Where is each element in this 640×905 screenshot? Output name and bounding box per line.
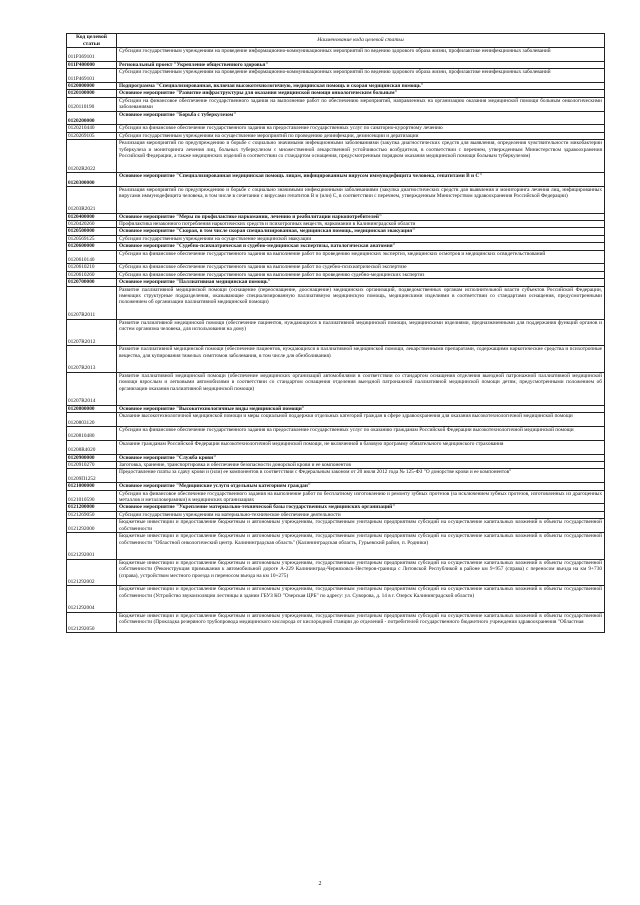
row-name: Субсидии государственным учреждениям на проведение информационно-коммуникационных мероприятий по ведению здорового образа жизни, профилактике неинфекционных заболеваний: [117, 69, 605, 83]
table-row: [67, 483, 605, 490]
row-code: 0120210440: [67, 125, 117, 132]
row-name: Реализация мероприятий по предупреждению и борьбе с социально значимыми инфекционными заболеваниями (закупка диагностических средств для выявления, определения чувствительности микобактерии туберкулеза и мониторинга лечения лиц, больных туберкулезом с множественной лекарственной устойчивостью возбудителя, в соответствии с перечнем, утвержденным Министерством здравоохранения Российской Федерации, а также медицинских изделий в соответствии со стандартом оснащения, предусмотренным порядком оказания медицинской помощи больным туберкулезом): [117, 140, 605, 173]
row-code: 0121292002: [67, 559, 117, 586]
table-row: [67, 250, 605, 264]
row-code: 01208R4020: [67, 440, 117, 454]
table-row: [67, 48, 605, 62]
row-name: Оказание гражданам Российской Федерации высокотехнологичной медицинской помощи, не включенной в базовую программу обязательного медицинского страхования: [117, 440, 605, 454]
row-name: Субсидии на финансовое обеспечение государственного задания на выполнение работ по судебно-психиатрической экспертизе: [117, 264, 605, 271]
row-name: Субсидии государственным учреждениям на материально-техническое обеспечение деятельности: [117, 511, 605, 518]
table-row: [67, 90, 605, 97]
row-name: Основное мероприятие "Борьба с туберкулезом": [117, 111, 605, 125]
table-row: [67, 469, 605, 483]
row-name: Основное мероприятие "Медицинские услуги отдельным категориям граждан": [117, 483, 605, 490]
target-articles-table: [66, 33, 605, 633]
page-number: 2: [318, 881, 322, 887]
row-name: Основное мероприятие "Скорая, в том числе скорая специализированная, медицинская помощь, медицинская эвакуация": [117, 228, 605, 235]
table-row: [67, 319, 605, 346]
table-row: [67, 462, 605, 469]
table-row: [67, 612, 605, 632]
row-code: 0120269105: [67, 132, 117, 139]
table-row: [67, 132, 605, 139]
row-code: 0120600000: [67, 243, 117, 250]
table-row: [67, 279, 605, 286]
row-name: Региональный проект "Укрепление общественного здоровья": [117, 61, 605, 68]
row-name: Бюджетные инвестиции и предоставление бюджетным и автономным учреждениям, государственным унитарным предприятиям субсидий на осуществление капитальных вложений в объекты государственной собственности: [117, 519, 605, 533]
table-row: [67, 405, 605, 412]
row-code: 011P469101: [67, 69, 117, 83]
document-page: [66, 33, 604, 633]
row-name: Субсидии государственным учреждениям на проведение информационно-коммуникационных мероприятий по ведению здорового образа жизни, профилактике неинфекционных заболеваний: [117, 48, 605, 62]
row-code: 0120300000: [67, 173, 117, 187]
row-name: Бюджетные инвестиции и предоставление бюджетным и автономным учреждениям, государственным унитарным предприятиям субсидий на осуществление капитальных вложений в объекты государственной собственности "Областной онкологический центр. Калининградская область" (Калининградская область, Гурьевский район, п. Родники): [117, 533, 605, 560]
row-code: 0120110190: [67, 97, 117, 111]
row-name: Основное мероприятие "Меры по профилактике наркомании, лечению и реабилитации наркопотребителей": [117, 213, 605, 220]
row-code: 01207R2013: [67, 346, 117, 373]
row-code: 011P369101: [67, 48, 117, 62]
row-name: Оказание высокотехнологичной медицинской помощи и меры социальной поддержки отдельных категорий граждан в сфере здравоохранения для оказания высокотехнологичной медицинской помощи: [117, 413, 605, 427]
row-name: Бюджетные инвестиции и предоставление бюджетным и автономным учреждениям, государственным унитарным предприятиям субсидий на осуществление капитальных вложений в объекты государственной собственности (Устройство звукоизоляции лестницы в здании ГБУЗ КО "Озерская ЦРБ" по адресу: ул. Суворова, д. 14 в г. Озерск Калининградской области): [117, 586, 605, 613]
table-row: [67, 286, 605, 319]
row-name: Подпрограмма "Специализированная, включая высокотехнологичную, медицинская помощь и скорая медицинская помощь": [117, 83, 605, 90]
row-code: 0121292001: [67, 533, 117, 560]
table-row: [67, 504, 605, 511]
row-code: 01203R2021: [67, 187, 117, 214]
row-code: 0120569125: [67, 235, 117, 242]
table-row: [67, 346, 605, 373]
row-name: Предоставление платы за сдачу крови и (или) ее компонентов в соответствии с Федеральным законом от 20 июля 2012 года № 125-ФЗ "О донорстве крови и ее компонентов": [117, 469, 605, 483]
row-code: 0120420260: [67, 221, 117, 228]
row-name: Субсидии на финансовое обеспечение государственного задания на предоставление государственных услуг по санаторно-курортному лечению: [117, 125, 605, 132]
row-name: Субсидии на финансовое обеспечение государственного задания на выполнение работ по проведению медицинских экспертиз, медицинских осмотров и медицинских освидетельствований: [117, 250, 605, 264]
row-code: 0120610260: [67, 271, 117, 278]
row-code: 011P400000: [67, 61, 117, 68]
header-name: Наименование кода целевой статьи: [117, 34, 605, 48]
row-code: 0120910270: [67, 462, 117, 469]
table-row: [67, 440, 605, 454]
row-name: Субсидии государственным учреждениям на осуществление мероприятий по проведению дезинфекции, дезинсекции и дератизации: [117, 132, 605, 139]
table-row: [67, 519, 605, 533]
header-code: Код целевой статьи: [67, 34, 117, 48]
row-name: Реализация мероприятий по предупреждению и борьбе с социально значимыми инфекционными заболеваниями (закупка диагностических средств для выявления и мониторинга лечения лиц, инфицированных вирусами иммунодефицита человека, в том числе в сочетании с вирусами гепатитов В и (или) С, в соответствии с перечнем, утвержденным Министерством здравоохранения Российской Федерации): [117, 187, 605, 214]
row-code: 0121292050: [67, 612, 117, 632]
table-row: [67, 83, 605, 90]
row-code: 0120000000: [67, 83, 117, 90]
row-name: Основное мероприятие "Паллиативная медицинская помощь": [117, 279, 605, 286]
row-name: Развитие паллиативной медицинской помощи (оснащение (переоснащение, дооснащение) медицинских организаций, подведомственных органам исполнительной власти субъектов Российской Федерации, имеющих структурные подразделения, оказывающие специализированную паллиативную медицинскую помощь, медицинскими изделиями в соответствии со стандартами оснащения, предусмотренными положением об организации паллиативной медицинской помощи): [117, 286, 605, 319]
row-code: 0120200000: [67, 111, 117, 125]
row-code: 0120700000: [67, 279, 117, 286]
row-code: 01207R2011: [67, 286, 117, 319]
table-row: [67, 221, 605, 228]
row-code: 0120810480: [67, 427, 117, 441]
row-code: 01209П1252: [67, 469, 117, 483]
row-code: 0120803120: [67, 413, 117, 427]
table-row: [67, 111, 605, 125]
row-name: Развитие паллиативной медицинской помощи (обеспечение медицинских организаций автомобилями в соответствии со стандартом оснащения отделения выездной патронажной паллиативной медицинской помощи взрослым и легковыми автомобилями в соответствии со стандартом оснащения отделения выездной патронажной паллиативной медицинской помощи детям, предусмотренными положением об организации оказания паллиативной медицинской помощи): [117, 372, 605, 405]
table-row: [67, 213, 605, 220]
row-name: Бюджетные инвестиции и предоставление бюджетным и автономным учреждениям, государственным унитарным предприятиям субсидий на осуществление капитальных вложений в объекты государственной собственности (Прокладка резервного трубопровода медицинского кислорода от кислородной станции до отделений - потребителей государственного бюджетного учреждения здравоохранения "Областная: [117, 612, 605, 632]
row-name: Развитие паллиативной медицинской помощи (обеспечение пациентов, нуждающихся в паллиативной медицинской помощи, медицинскими изделиями, предназначенными для поддержания функций органов и систем организма человека, для использования на дому): [117, 319, 605, 346]
row-code: 0121292004: [67, 586, 117, 613]
row-code: 0121010590: [67, 490, 117, 504]
row-name: Основное мероприятие "Служба крови": [117, 454, 605, 461]
row-code: 0120500000: [67, 228, 117, 235]
table-row: [67, 235, 605, 242]
table-row: [67, 559, 605, 586]
table-row: [67, 173, 605, 187]
table-row: [67, 490, 605, 504]
table-row: [67, 243, 605, 250]
row-code: 0120610140: [67, 250, 117, 264]
row-code: 01207R2012: [67, 319, 117, 346]
table-row: [67, 61, 605, 68]
row-code: 0121000000: [67, 483, 117, 490]
table-row: [67, 264, 605, 271]
row-code: 0121269050: [67, 511, 117, 518]
table-row: [67, 97, 605, 111]
table-row: [67, 271, 605, 278]
row-name: Развитие паллиативной медицинской помощи (обеспечение пациентов, нуждающихся в паллиативной медицинской помощи, лекарственными препаратами, содержащими наркотические средства и психотропные вещества, для купирования тяжелых симптомов заболевания, в том числе для обезболивания): [117, 346, 605, 373]
row-code: 0120100000: [67, 90, 117, 97]
table-row: [67, 511, 605, 518]
row-name: Основное мероприятие "Высокотехнологичные виды медицинской помощи": [117, 405, 605, 412]
row-code: 0120400000: [67, 213, 117, 220]
row-name: Субсидии государственным учреждениям на осуществление медицинской эвакуации: [117, 235, 605, 242]
row-code: 0121200000: [67, 504, 117, 511]
table-row: [67, 140, 605, 173]
row-code: 01202R2022: [67, 140, 117, 173]
row-name: Субсидии на финансовое обеспечение государственного задания на выполнение работ по бесплатному изготовлению и ремонту зубных протезов (за исключением зубных протезов, изготовленных из драгоценных металлов и металлокерамики) в медицинских организациях: [117, 490, 605, 504]
row-name: Субсидии на финансовое обеспечение государственного задания на выполнение работ по проведению судебно-медицинских экспертиз: [117, 271, 605, 278]
table-row: [67, 228, 605, 235]
row-code: 0120900000: [67, 454, 117, 461]
row-code: 01207R2014: [67, 372, 117, 405]
table-row: [67, 533, 605, 560]
row-name: Заготовка, хранение, транспортировка и обеспечение безопасности донорской крови и ее компонентов: [117, 462, 605, 469]
table-row: [67, 454, 605, 461]
table-row: [67, 413, 605, 427]
table-row: [67, 125, 605, 132]
row-code: 0120800000: [67, 405, 117, 412]
table-header-row: [67, 34, 605, 48]
row-name: Основное мероприятие "Судебно-психиатрическая и судебно-медицинская экспертизы, патологическая анатомия": [117, 243, 605, 250]
table-row: [67, 372, 605, 405]
table-row: [67, 69, 605, 83]
row-name: Основное мероприятие "Укрепление материально-технической базы государственных медицинских организаций": [117, 504, 605, 511]
row-name: Основное мероприятие "Специализированная медицинская помощь лицам, инфицированным вирусом иммунодефицита человека, гепатитами В и С": [117, 173, 605, 187]
row-name: Основное мероприятие "Развитие инфраструктуры для оказания медицинской помощи онкологическим больным": [117, 90, 605, 97]
table-row: [67, 586, 605, 613]
row-name: Субсидии на финансовое обеспечение государственного задания на выполнение работ по обеспечению мероприятий, направленных на организацию оказания медицинской помощи больным онкологическими заболеваниями: [117, 97, 605, 111]
row-name: Профилактика незаконного потребления наркотических средств и психотропных веществ, наркомании в Калининградской области: [117, 221, 605, 228]
row-code: 0120610210: [67, 264, 117, 271]
table-row: [67, 427, 605, 441]
table-row: [67, 187, 605, 214]
row-name: Субсидии на финансовое обеспечение государственного задания на предоставление государственных услуг по оказанию гражданам Российской Федерации высокотехнологичной медицинской помощи: [117, 427, 605, 441]
row-code: 0121292000: [67, 519, 117, 533]
row-name: Бюджетные инвестиции и предоставление бюджетным и автономным учреждениям, государственным унитарным предприятиям субсидий на осуществление капитальных вложений в объекты государственной собственности (Реконструкция примыкания к автомобильной дороге А-229 Калининград-Черняховск-Нестеров-граница с Литовской Республикой в районе км 9+957 (справа) с переносом въезда на км 9+730 (справа), устройством местного проезда и переносом въезда на км 10+275): [117, 559, 605, 586]
